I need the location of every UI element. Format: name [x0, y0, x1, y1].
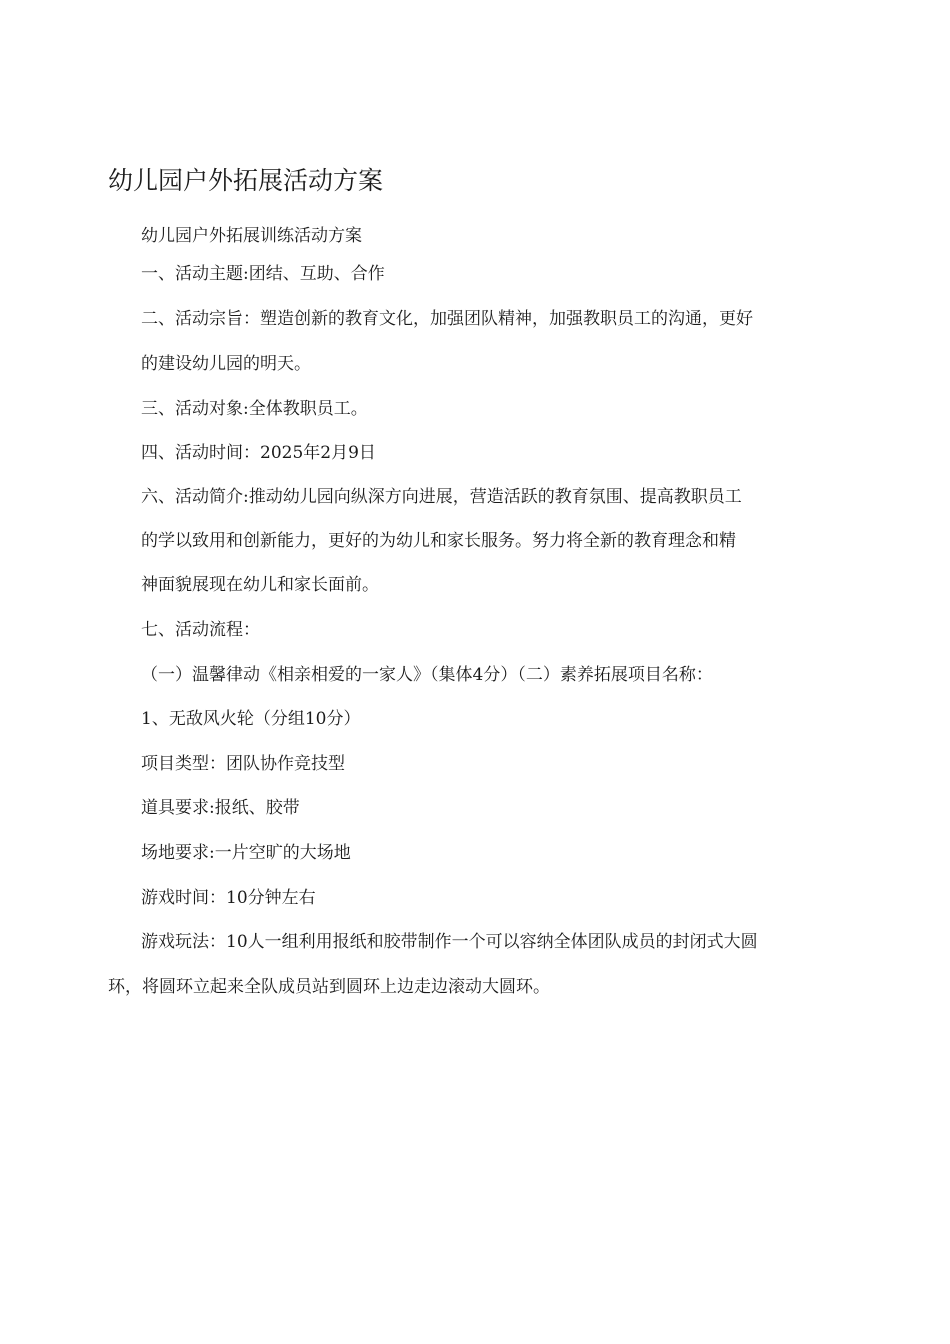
paragraph-line: 四、活动时间：2025年2月9日: [141, 443, 376, 463]
paragraph-line: 神面貌展现在幼儿和家长面前。: [141, 575, 379, 595]
paragraph-line: 游戏时间：10分钟左右: [141, 888, 316, 908]
paragraph-line: 游戏玩法：10人一组利用报纸和胶带制作一个可以容纳全体团队成员的封闭式大圆: [141, 932, 758, 952]
subtitle-line: 幼儿园户外拓展训练活动方案: [141, 226, 362, 246]
paragraph-line: 七、活动流程：: [141, 620, 260, 640]
paragraph-line: 的学以致用和创新能力，更好的为幼儿和家长服务。努力将全新的教育理念和精: [141, 531, 736, 551]
paragraph-line: 的建设幼儿园的明天。: [141, 354, 311, 374]
paragraph-line: 场地要求:一片空旷的大场地: [141, 843, 351, 863]
paragraph-line: 二、活动宗旨：塑造创新的教育文化，加强团队精神，加强教职员工的沟通，更好: [141, 309, 753, 329]
paragraph-line: 三、活动对象:全体教职员工。: [141, 399, 368, 419]
paragraph-line: 环，将圆环立起来全队成员站到圆环上边走边滚动大圆环。: [108, 977, 550, 997]
document-title: 幼儿园户外拓展活动方案: [108, 166, 384, 195]
paragraph-line: 道具要求:报纸、胶带: [141, 798, 300, 818]
paragraph-line: 六、活动简介:推动幼儿园向纵深方向进展，营造活跃的教育氛围、提高教职员工: [141, 487, 742, 507]
paragraph-line: 项目类型：团队协作竞技型: [141, 754, 345, 774]
paragraph-line: 一、活动主题:团结、互助、合作: [141, 264, 385, 284]
paragraph-line: 1、无敌风火轮（分组10分）: [141, 709, 361, 729]
paragraph-line: （一）温馨律动《相亲相爱的一家人》（集体4分）（二）素养拓展项目名称：: [141, 665, 713, 685]
